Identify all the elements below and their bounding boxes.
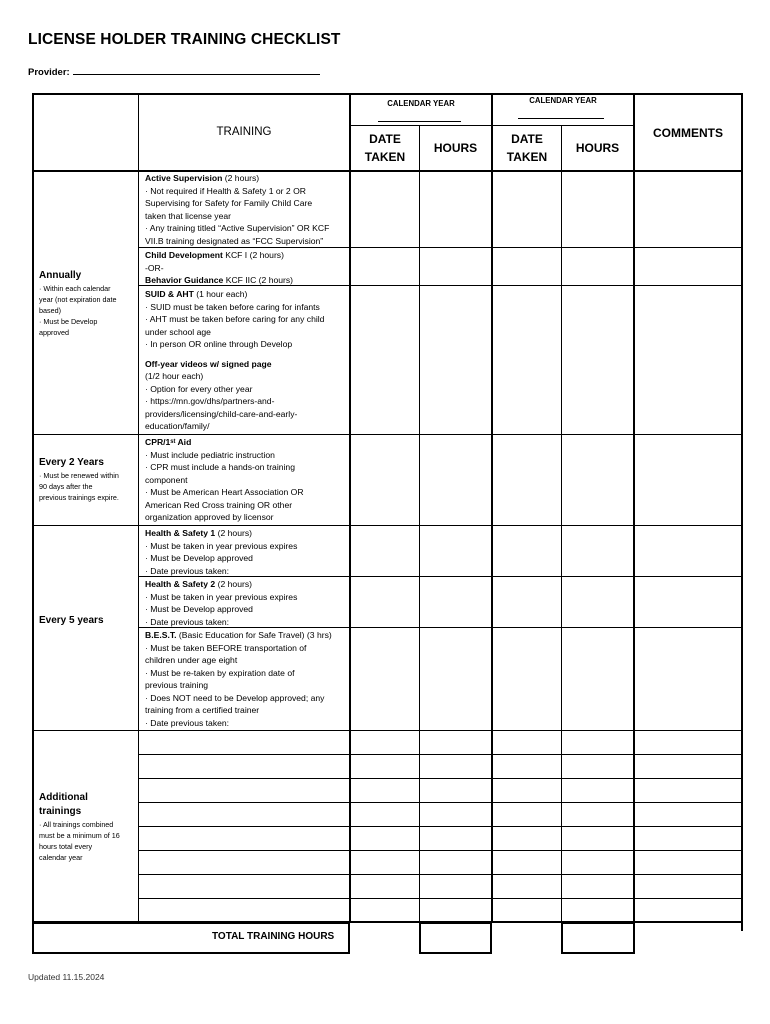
table-body-bottom-line [32, 921, 743, 923]
training-active-supervision: Active Supervision (2 hours) · Not required if Health & Safety 1 or 2 OR Supervising for Safety for Family Child Care taken that license year · Any training titled “Active Supervision” OR KCF VII.B training designated as “FCC Supervision” [145, 173, 330, 246]
section-line-every2 [32, 434, 743, 435]
updated-date: Updated 11.15.2024 [28, 972, 105, 982]
total-box2-left [561, 922, 563, 954]
comments-header: COMMENTS [653, 126, 723, 140]
training-best: B.E.S.T. (Basic Education for Safe Travel) (3 hrs) · Must be taken BEFORE transportation of children under age eight · Must be re-taken by expiration date of previous training · Does NOT need to be Develop approved; any training from a certified trainer · Date previous taken: [145, 630, 332, 728]
additional-row-line-5 [139, 850, 743, 851]
calendar-year-label-2: CALENDAR YEAR [529, 96, 597, 105]
training-child-development: Child Development KCF I (2 hours) -OR- Behavior Guidance KCF IIC (2 hours) [145, 250, 294, 286]
col-line-1 [138, 93, 139, 922]
provider-label: Provider: [28, 67, 70, 78]
checklist-table [32, 93, 743, 954]
training-suid-aht: SUID & AHT (1 hour each) · SUID must be taken before caring for infants · AHT must be taken before caring for any child under school age · In person OR online through Develop Off-year videos w/ signed page (1/2 hour each) · Option for every other year · https://mn.gov/dhs/partners-and- providers/licensing/child-care-and-early- education/family/ [145, 289, 325, 432]
training-cpr-first-aid: CPR/1ˢᵗ Aid · Must include pediatric instruction · CPR must include a hands-on training component · Must be American Heart Association OR American Red Cross training OR other organization approved by licensor [145, 437, 304, 523]
additional-row-line-1 [139, 754, 743, 755]
total-box1-bottom [419, 952, 492, 954]
total-row-bottom-line [32, 952, 350, 954]
total-training-hours-label: TOTAL TRAINING HOURS [212, 931, 335, 942]
col-line-6 [633, 93, 635, 922]
section-line-additional [32, 730, 743, 731]
provider-blank-line[interactable] [73, 66, 320, 75]
additional-row-line-6 [139, 874, 743, 875]
additional-row-line-3 [139, 802, 743, 803]
total-row-right-line [348, 922, 350, 954]
freq-annually-title: Annually [39, 270, 82, 281]
freq-annually: Annually · Within each calendar year (not expiration date based) · Must be Develop approved [39, 269, 137, 338]
date-taken-header-2: DATE TAKEN [506, 132, 548, 164]
training-health-safety-2: Health & Safety 2 (2 hours) · Must be taken in year previous expires · Must be Develop approved · Date previous taken: [145, 579, 298, 627]
col-line-4 [491, 93, 493, 922]
freq-additional-title-2: trainings [39, 806, 82, 817]
total-box1-left [419, 922, 421, 954]
section-line-every5 [32, 525, 743, 526]
total-box2-right [633, 922, 635, 954]
freq-additional-title-1: Additional [39, 792, 88, 803]
date-taken-header-1: DATE TAKEN [364, 132, 406, 164]
training-header: TRAINING [216, 126, 272, 138]
hours-header-1: HOURS [433, 141, 478, 155]
calendar-year-blank-1[interactable] [378, 121, 461, 122]
total-box2-bottom [561, 952, 635, 954]
freq-every-5-title: Every 5 years [39, 615, 104, 626]
additional-row-line-4 [139, 826, 743, 827]
calendar-year-blank-2[interactable] [518, 118, 604, 119]
training-health-safety-1: Health & Safety 1 (2 hours) · Must be taken in year previous expires · Must be Develop approved · Date previous taken: [145, 528, 298, 576]
total-box1-right [490, 922, 492, 954]
table-border-left [32, 93, 34, 954]
freq-every-5-years [39, 614, 137, 628]
freq-additional: Additional trainings · All trainings combined must be a minimum of 16 hours total every calendar year [39, 791, 137, 863]
col-line-2 [349, 93, 351, 922]
hours-header-2: HOURS [575, 141, 620, 155]
freq-every-2-years: Every 2 Years · Must be renewed within 90 days after the previous trainings expire. [39, 456, 137, 503]
calendar-year-label-1: CALENDAR YEAR [387, 99, 455, 108]
freq-every-2-title: Every 2 Years [39, 457, 104, 468]
page-title: LICENSE HOLDER TRAINING CHECKLIST [28, 31, 341, 48]
provider-field [28, 66, 320, 78]
table-border-right [741, 93, 743, 931]
additional-row-line-7 [139, 898, 743, 899]
additional-row-line-2 [139, 778, 743, 779]
